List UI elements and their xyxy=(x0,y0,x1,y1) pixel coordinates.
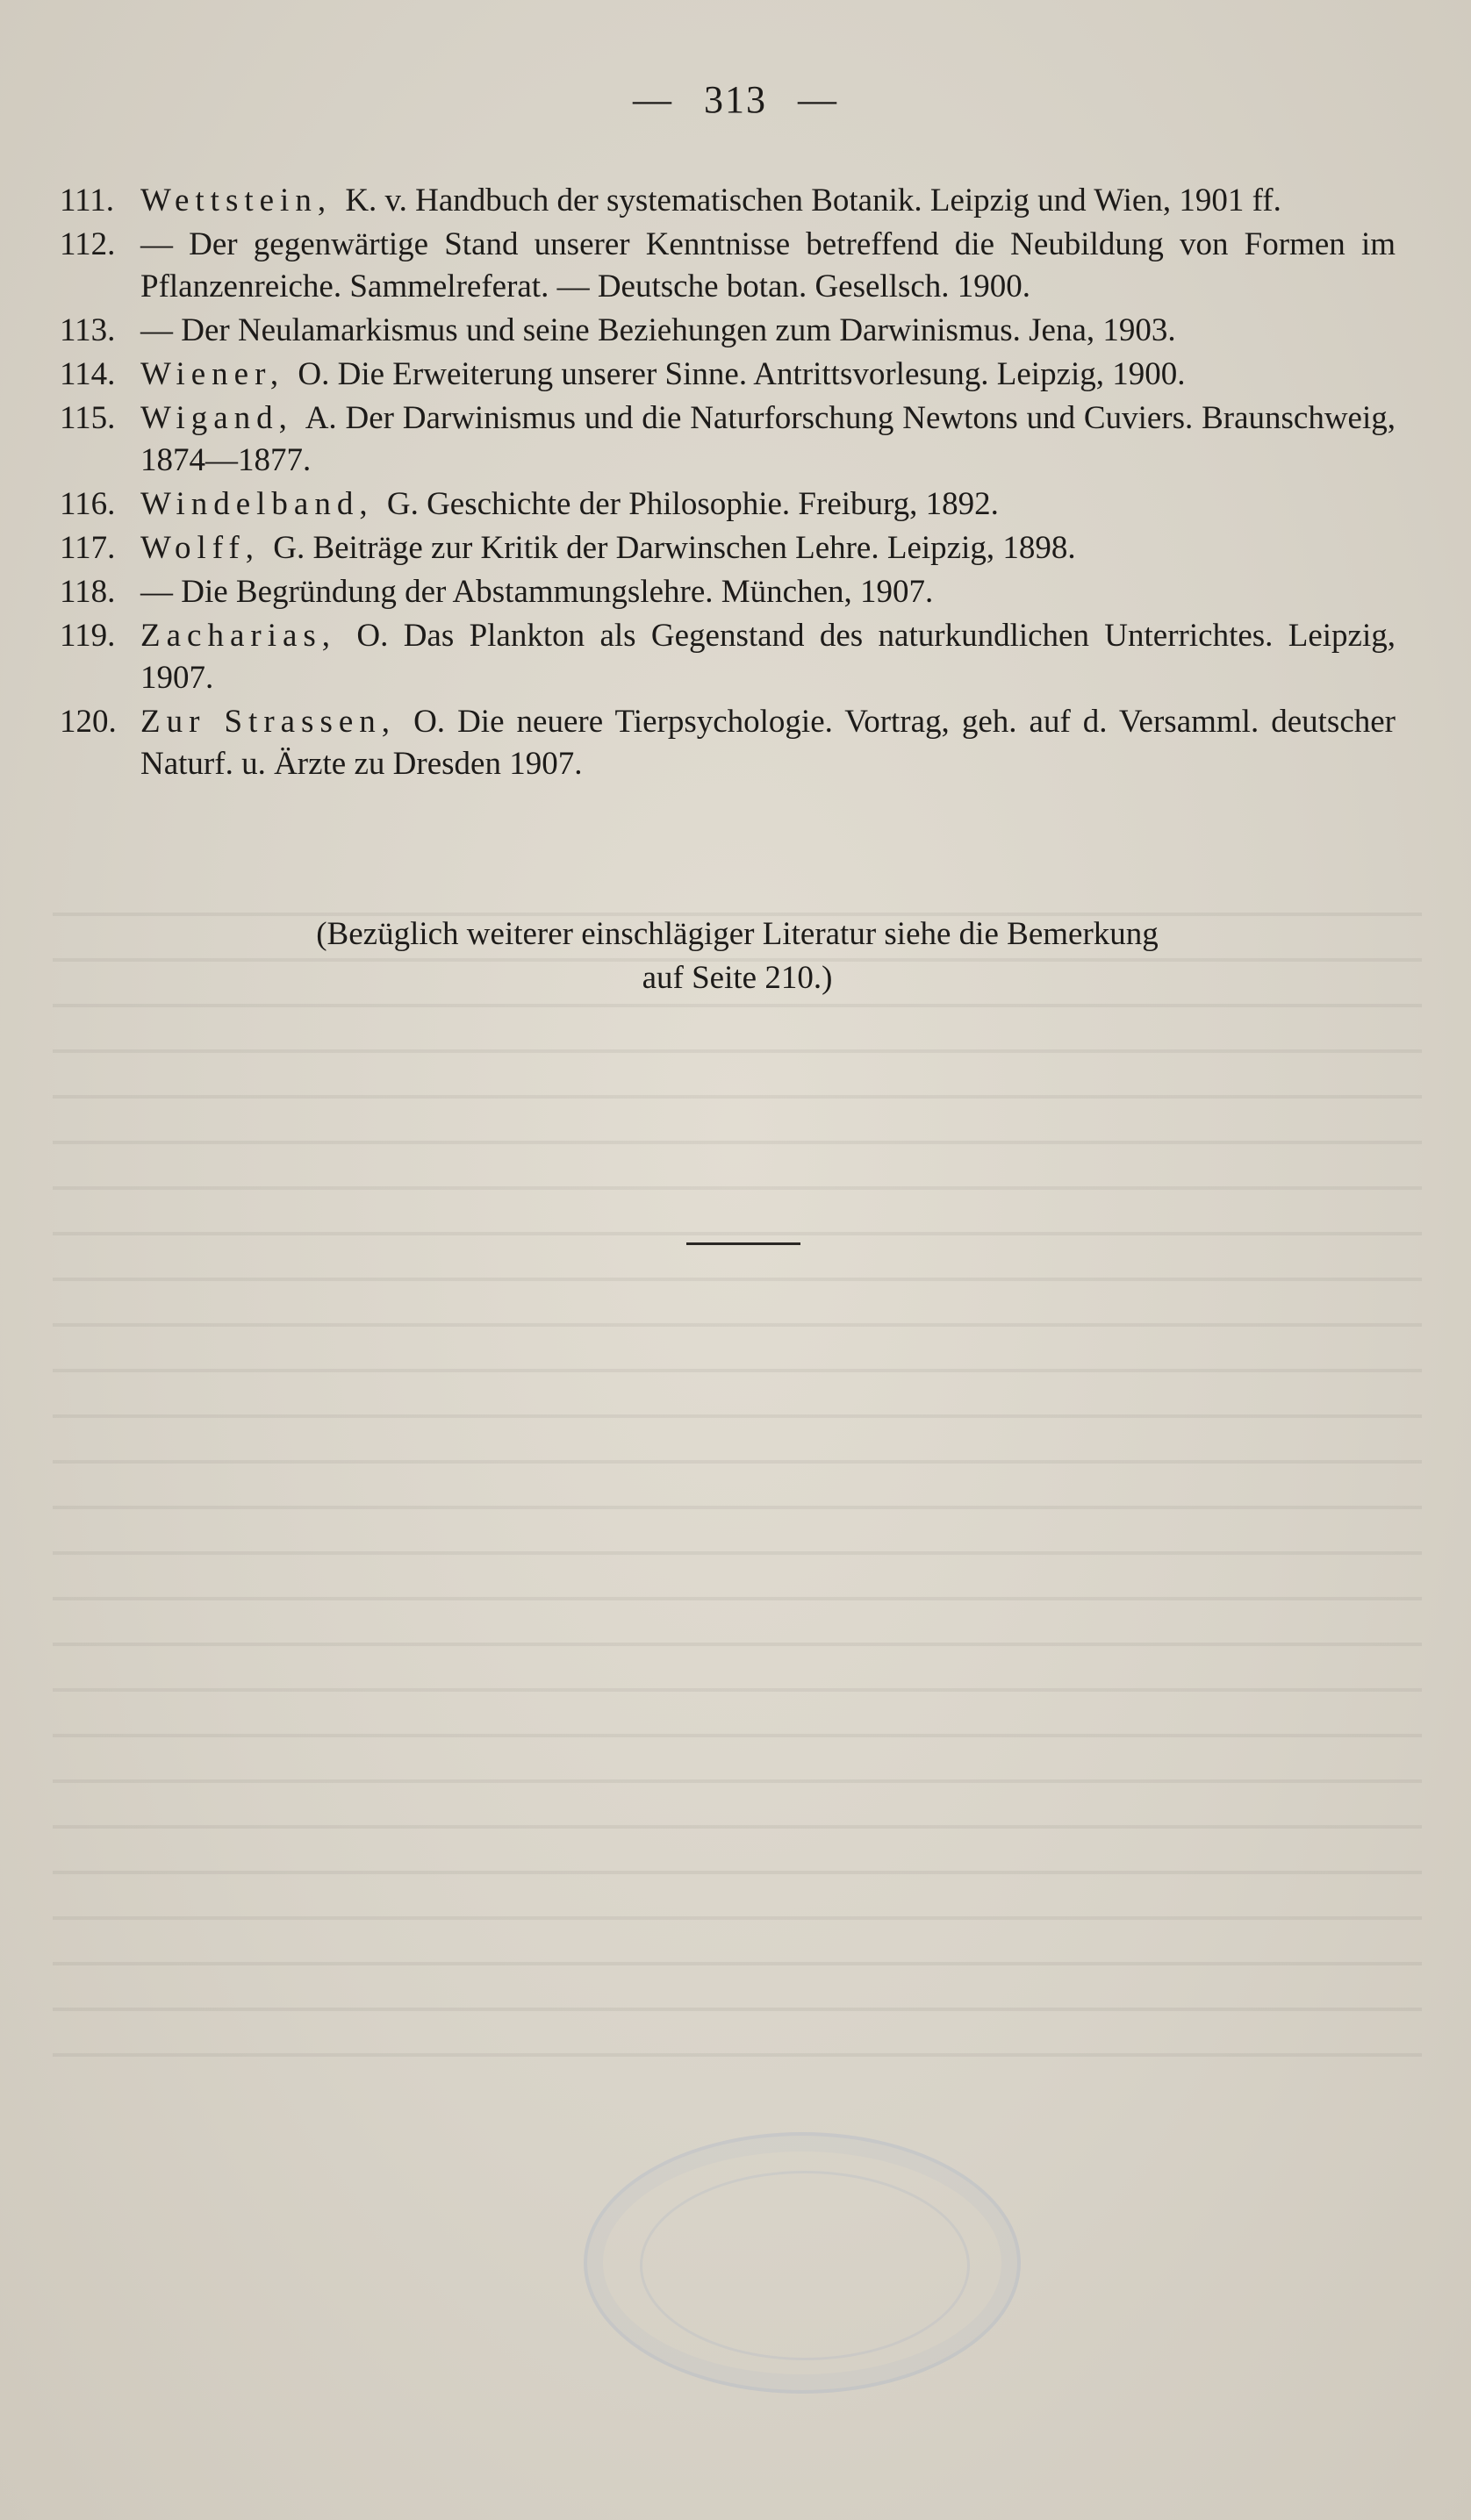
library-stamp xyxy=(584,2132,1021,2394)
entry-number: 116. xyxy=(60,486,116,522)
entry-text: O. Die neuere Tierpsychologie. Vortrag, geh. auf d. Versamml. deutscher Naturf. u. Ärzte zu Dresden 1907. xyxy=(140,704,1396,782)
entry-author: Wolff, xyxy=(140,530,260,566)
library-stamp-inner-ring xyxy=(640,2171,970,2360)
entry-number: 119. xyxy=(60,618,116,654)
bibliography-entry xyxy=(60,180,1396,222)
entry-text: G. Beiträge zur Kritik der Darwinschen Lehre. Leipzig, 1898. xyxy=(273,530,1076,566)
bleed-through-texture xyxy=(53,877,1422,2071)
bibliography-entry xyxy=(60,571,1396,613)
bibliography-entry xyxy=(60,483,1396,526)
entry-author: Wiener, xyxy=(140,356,285,392)
entry-number: 112. xyxy=(60,226,116,262)
bibliography-entry xyxy=(60,527,1396,569)
bibliography-entry xyxy=(60,310,1396,352)
bibliography-entry xyxy=(60,615,1396,699)
entry-number: 117. xyxy=(60,530,116,566)
literature-note xyxy=(158,913,1317,1000)
entry-text: O. Das Plankton als Gegenstand des naturkundlichen Unterrichtes. Leipzig, 1907. xyxy=(140,618,1396,696)
entry-text: — Der gegenwärtige Stand unserer Kenntnisse betreffend die Neubildung von Formen im Pflanzenreiche. Sammelreferat. — Deutsche botan. Gesellsch. 1900. xyxy=(140,226,1396,304)
literature-note-line: (Bezüglich weiterer einschlägiger Literatur siehe die Bemerkung xyxy=(316,916,1159,952)
entry-text: A. Der Darwinismus und die Naturforschung Newtons und Cuviers. Braunschweig, 1874—1877. xyxy=(140,400,1396,478)
entry-number: 114. xyxy=(60,356,116,392)
entry-number: 120. xyxy=(60,704,117,740)
entry-text: O. Die Erweiterung unserer Sinne. Antrittsvorlesung. Leipzig, 1900. xyxy=(298,356,1186,392)
header-dash-right: — xyxy=(798,78,838,121)
entry-author: Wettstein, xyxy=(140,183,333,218)
section-divider xyxy=(686,1242,800,1245)
bibliography-entry xyxy=(60,397,1396,482)
entry-author: Wigand, xyxy=(140,400,293,436)
entry-number: 111. xyxy=(60,183,115,218)
bibliography-list xyxy=(60,180,1396,787)
entry-number: 115. xyxy=(60,400,116,436)
header-dash-left: — xyxy=(633,78,673,121)
entry-text: K. v. Handbuch der systematischen Botanik. Leipzig und Wien, 1901 ff. xyxy=(345,183,1281,218)
entry-author: Windelband, xyxy=(140,486,374,522)
bibliography-entry xyxy=(60,224,1396,308)
page-number: 313 xyxy=(704,78,767,121)
entry-number: 118. xyxy=(60,574,116,610)
entry-number: 113. xyxy=(60,312,116,348)
entry-text: — Der Neulamarkismus und seine Beziehungen zum Darwinismus. Jena, 1903. xyxy=(140,312,1176,348)
bibliography-entry xyxy=(60,701,1396,785)
entry-author: Zur Strassen, xyxy=(140,704,397,740)
entry-text: — Die Begründung der Abstammungslehre. München, 1907. xyxy=(140,574,934,610)
page-header xyxy=(0,77,1471,122)
bibliography-entry xyxy=(60,354,1396,396)
entry-text: G. Geschichte der Philosophie. Freiburg, 1892. xyxy=(386,486,999,522)
entry-author: Zacharias, xyxy=(140,618,337,654)
literature-note-line: auf Seite 210.) xyxy=(642,960,833,996)
